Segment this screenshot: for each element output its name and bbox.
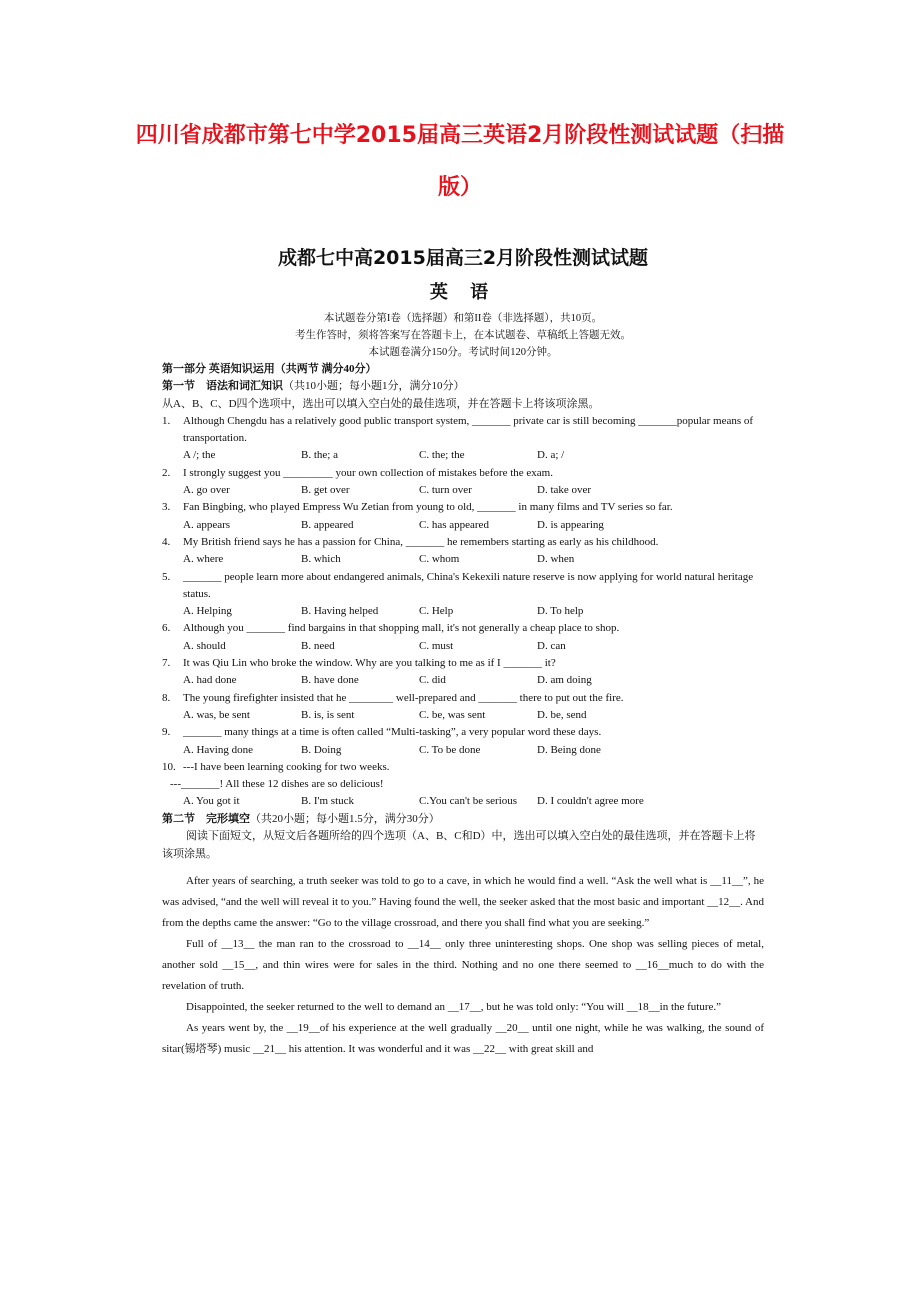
option-row bbox=[162, 551, 764, 568]
answer-option: D. can bbox=[537, 639, 566, 652]
answer-option: D. a; / bbox=[537, 449, 565, 462]
answer-option: C. To be done bbox=[419, 743, 481, 756]
page-title-line2: 版） bbox=[437, 175, 482, 200]
answer-option: C.You can't be serious bbox=[419, 795, 518, 808]
question-item bbox=[162, 465, 764, 500]
answer-option: C. must bbox=[419, 639, 454, 652]
answer-option: A /; the bbox=[183, 449, 216, 462]
section2-info: （共20小题；每小题1.5分，满分30分） bbox=[250, 812, 440, 825]
answer-option: B. is, is sent bbox=[301, 708, 355, 721]
answer-option: D. To help bbox=[537, 605, 584, 618]
question-item bbox=[162, 413, 764, 465]
option-row bbox=[162, 482, 764, 499]
question-number: 2. bbox=[162, 466, 171, 479]
answer-option: B. which bbox=[301, 553, 341, 566]
note: 本试题卷满分150分。考试时间120分钟。 bbox=[368, 347, 558, 358]
question-number: 10. bbox=[162, 760, 176, 773]
option-row bbox=[162, 517, 764, 534]
answer-option: D. am doing bbox=[537, 674, 592, 687]
answer-option: B. Doing bbox=[301, 743, 342, 756]
answer-option: C. Help bbox=[419, 605, 454, 618]
question-text: I strongly suggest you _________ your own collection of mistakes before the exam. bbox=[183, 466, 553, 479]
option-row bbox=[162, 603, 764, 620]
section1-instructions: 从A、B、C、D四个选项中，选出可以填入空白处的最佳选项，并在答题卡上将该项涂黑。 bbox=[162, 397, 600, 410]
answer-option: A. go over bbox=[183, 484, 230, 497]
option-row bbox=[162, 672, 764, 689]
exam-scan bbox=[162, 240, 764, 1060]
answer-option: D. be, send bbox=[537, 708, 587, 721]
question-number: 5. bbox=[162, 570, 171, 583]
answer-option: A. Having done bbox=[183, 743, 253, 756]
question-number: 4. bbox=[162, 535, 171, 548]
page-title-line1: 四川省成都市第七中学2015届高三英语2月阶段性测试试题（扫描 bbox=[135, 123, 785, 148]
passage-paragraph: Full of __13__ the man ran to the crossroad to __14__ only three uninteresting shops. One shop was selling pieces of metal, another sold __15__, and thin wires were for sales in the third. Nothing and no one there seemed to __16__much to do with the revelation of truth. bbox=[162, 938, 764, 993]
answer-option: C. whom bbox=[419, 553, 460, 566]
answer-option: D. when bbox=[537, 553, 575, 566]
option-row bbox=[162, 707, 764, 724]
question-item bbox=[162, 569, 764, 621]
answer-option: D. I couldn't agree more bbox=[537, 795, 644, 808]
answer-option: B. the; a bbox=[301, 449, 338, 462]
passage-paragraph: Disappointed, the seeker returned to the well to demand an __17__, but he was told only: “You will __18__in the future.” bbox=[186, 1001, 722, 1014]
question-text: _______ many things at a time is often called “Multi-tasking”, a very popular word these days. bbox=[183, 726, 602, 739]
question-item bbox=[162, 655, 764, 690]
question-text: ---_______! All these 12 dishes are so delicious! bbox=[170, 778, 384, 791]
note: 考生作答时，须将答案写在答题卡上，在本试题卷、草稿纸上答题无效。 bbox=[295, 330, 631, 341]
option-row bbox=[162, 793, 764, 810]
option-row bbox=[162, 447, 764, 464]
passage-paragraph: As years went by, the __19__of his experience at the well gradually __20__ until one night, while he was walking, the sound of sitar(锡塔琴) music __21__ his attention. It was wonderful and it was __22__ with great skill and bbox=[162, 1022, 764, 1056]
question-item bbox=[162, 759, 764, 811]
question-item bbox=[162, 690, 764, 725]
answer-option: D. is appearing bbox=[537, 518, 604, 531]
answer-option: C. has appeared bbox=[419, 518, 489, 531]
answer-option: A. Helping bbox=[183, 605, 232, 618]
answer-option: D. Being done bbox=[537, 743, 601, 756]
answer-option: D. take over bbox=[537, 484, 592, 497]
question-number: 9. bbox=[162, 726, 171, 739]
answer-option: A. You got it bbox=[183, 795, 240, 808]
question-text: It was Qiu Lin who broke the window. Why are you talking to me as if I _______ it? bbox=[183, 657, 556, 670]
answer-option: A. where bbox=[183, 553, 224, 566]
question-item bbox=[162, 620, 764, 655]
option-row bbox=[162, 742, 764, 759]
question-number: 8. bbox=[162, 691, 171, 704]
answer-option: C. turn over bbox=[419, 484, 472, 497]
question-text: Although Chengdu has a relatively good public transport system, _______ private car is still becoming _______popular means of transportation. bbox=[183, 414, 754, 445]
question-list bbox=[162, 413, 764, 811]
question-text: _______ people learn more about endangered animals, China's Kekexili nature reserve is now applying for world natural heritage status. bbox=[183, 570, 754, 600]
part1-heading: 第一部分 英语知识运用（共两节 满分40分） bbox=[162, 363, 377, 375]
section1-info: （共10小题；每小题1分，满分10分） bbox=[283, 380, 465, 393]
question-number: 1. bbox=[162, 414, 171, 427]
answer-option: B. get over bbox=[301, 484, 350, 497]
question-item bbox=[162, 499, 764, 534]
question-item bbox=[162, 534, 764, 569]
answer-option: B. Having helped bbox=[301, 605, 379, 618]
section1-heading: 第一节 语法和词汇知识 bbox=[162, 380, 283, 393]
question-text: Although you _______ find bargains in that shopping mall, it's not generally a cheap place to shop. bbox=[183, 622, 620, 635]
answer-option: A. was, be sent bbox=[183, 708, 250, 721]
question-number: 7. bbox=[162, 657, 171, 670]
question-item bbox=[162, 724, 764, 759]
answer-option: A. appears bbox=[183, 518, 231, 531]
question-number: 6. bbox=[162, 622, 171, 635]
answer-option: B. have done bbox=[301, 674, 359, 687]
answer-option: B. I'm stuck bbox=[301, 795, 355, 808]
answer-option: B. appeared bbox=[301, 518, 354, 531]
subject-title: 英 语 bbox=[429, 282, 497, 303]
answer-option: A. should bbox=[183, 639, 226, 652]
note: 本试题卷分第I卷（选择题）和第II卷（非选择题），共10页。 bbox=[323, 313, 603, 324]
answer-option: C. did bbox=[419, 674, 446, 687]
exam-title: 成都七中高2015届高三2月阶段性测试试题 bbox=[277, 247, 649, 269]
section2-heading: 第二节 完形填空 bbox=[162, 812, 250, 825]
question-number: 3. bbox=[162, 501, 171, 514]
question-text: The young firefighter insisted that he ________ well-prepared and _______ there to put out the fire. bbox=[183, 691, 624, 704]
answer-option: C. be, was sent bbox=[419, 708, 486, 721]
question-text: My British friend says he has a passion for China, _______ he remembers starting as early as his childhood. bbox=[183, 535, 659, 548]
option-row bbox=[162, 638, 764, 655]
answer-option: B. need bbox=[301, 639, 335, 652]
question-text: Fan Bingbing, who played Empress Wu Zetian from young to old, _______ in many films and TV series so far. bbox=[183, 501, 673, 514]
passage-paragraph: After years of searching, a truth seeker was told to go to a cave, in which he would find a well. “Ask the well what is __11__”, he was advised, “and the well will reveal it to you.” Having found the well, the seeker asked that the most basic and important __12__. And from the depths came the answer: “Go to the village crossroad, and there you shall find what you are seeking.” bbox=[162, 875, 764, 930]
section2-instructions: 阅读下面短文，从短文后各题所给的四个选项（A、B、C和D）中，选出可以填入空白处的最佳选项，并在答题卡上将该项涂黑。 bbox=[162, 830, 756, 860]
answer-option: A. had done bbox=[183, 674, 237, 687]
question-text: ---I have been learning cooking for two weeks. bbox=[183, 760, 390, 773]
answer-option: C. the; the bbox=[419, 449, 465, 462]
